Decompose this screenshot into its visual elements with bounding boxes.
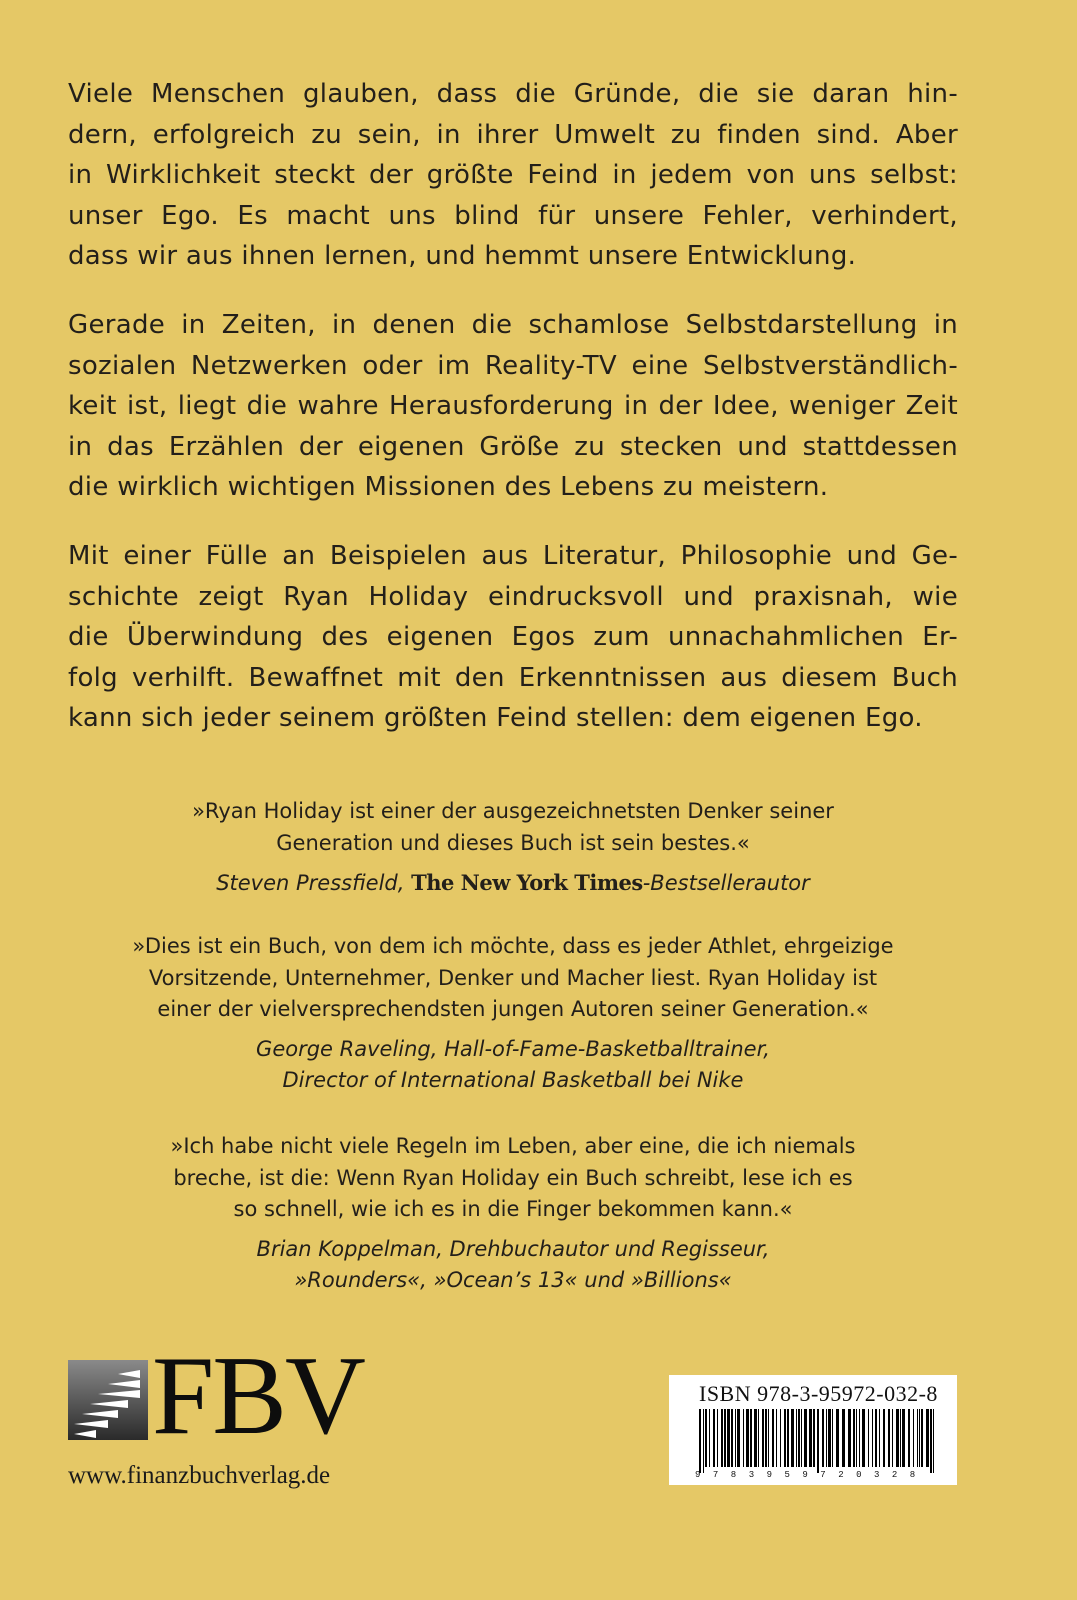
- fbv-logo-icon: [68, 1360, 148, 1440]
- barcode-bar: [917, 1409, 918, 1467]
- barcode-bar: [902, 1409, 905, 1467]
- barcode-bar: [872, 1409, 873, 1467]
- barcode-bar: [709, 1409, 710, 1467]
- barcode-bar: [817, 1409, 819, 1473]
- barcode-bar: [776, 1409, 777, 1467]
- paragraph-line: unser Ego. Es macht uns blind für unsere Fehler, verhindert,: [68, 200, 958, 231]
- barcode-bar: [842, 1409, 845, 1467]
- paragraph-line: keit ist, liegt die wahre Herausforderung in der Idee, weniger Zeit: [68, 391, 958, 421]
- barcode-bar: [822, 1409, 824, 1467]
- paragraph-line: die Überwindung des eigenen Egos zum unnachahmlichen Er-: [68, 622, 958, 652]
- paragraph-line: dass wir aus ihnen lernen, und hemmt unsere Entwicklung.: [68, 241, 857, 271]
- barcode-bar: [809, 1409, 812, 1467]
- barcode-bar: [926, 1409, 929, 1467]
- barcode-bar: [780, 1409, 781, 1467]
- paragraph-line: dern, erfolgreich zu sein, in ihrer Umwelt zu finden sind. Aber: [68, 119, 958, 150]
- barcode-bar: [862, 1409, 865, 1467]
- quote-line: einer der vielversprechendsten jungen Autoren seiner Generation.«: [157, 997, 869, 1021]
- description-paragraph-2: [68, 305, 958, 508]
- barcode-bar: [703, 1409, 704, 1473]
- barcode-bar: [721, 1409, 723, 1467]
- paragraph-line: Viele Menschen glauben, dass die Gründe, die sie daran hin-: [68, 79, 958, 109]
- quote-line: »Ich habe nicht viele Regeln im Leben, aber eine, die ich niemals: [170, 1134, 856, 1158]
- barcode-bar: [892, 1409, 893, 1467]
- barcode-bar: [856, 1409, 857, 1467]
- publisher-logo-text: FBV: [152, 1334, 364, 1458]
- barcode-bar: [798, 1409, 800, 1467]
- barcode-bar: [919, 1409, 920, 1467]
- barcode-bar: [853, 1409, 855, 1467]
- barcode-bar: [826, 1409, 827, 1467]
- barcode-bar: [933, 1409, 934, 1473]
- barcode-bar: [888, 1409, 890, 1467]
- description-paragraph-1: [68, 74, 958, 277]
- barcode-bar: [743, 1409, 744, 1467]
- description-paragraph-3: [68, 536, 958, 739]
- barcode-bar: [772, 1409, 774, 1467]
- paragraph-line: schichte zeigt Ryan Holiday eindrucksvoll und praxisnah, wie: [68, 581, 958, 612]
- barcode-bar: [804, 1409, 807, 1467]
- barcode-bar: [900, 1409, 901, 1467]
- quote-raveling: [68, 931, 958, 1097]
- quote-source: George Raveling, Hall-of-Fame-Basketballtrainer,: [256, 1036, 770, 1061]
- paragraph-line: Gerade in Zeiten, in denen die schamlose Selbstdarstellung in: [68, 310, 958, 340]
- barcode-bar: [762, 1409, 764, 1467]
- barcode-bar: [737, 1409, 740, 1467]
- paragraph-line: in das Erzählen der eigenen Größe zu stecken und stattdessen: [68, 431, 958, 462]
- barcode-bar: [765, 1409, 767, 1467]
- barcode-bar: [832, 1409, 833, 1467]
- quote-pressfield: [68, 796, 958, 899]
- barcode-bar: [836, 1409, 839, 1467]
- barcode-bar: [705, 1409, 707, 1467]
- barcode-bar: [754, 1409, 757, 1467]
- barcode-bar: [848, 1409, 851, 1467]
- quote-line: Vorsitzende, Unternehmer, Denker und Macher liest. Ryan Holiday ist: [148, 965, 878, 990]
- paragraph-line: folg verhilft. Bewaffnet mit den Erkenntnissen aus diesem Buch: [68, 662, 958, 693]
- barcode-bar: [717, 1409, 718, 1467]
- paragraph-line: die wirklich wichtigen Missionen des Lebens zu meistern.: [68, 472, 829, 502]
- barcode-bar: [758, 1409, 759, 1467]
- barcode-bar: [883, 1409, 885, 1467]
- paragraph-line: in Wirklichkeit steckt der größte Feind in jedem von uns selbst:: [68, 160, 958, 190]
- isbn-text: ISBN 978-3-95972-032-8: [699, 1381, 938, 1406]
- barcode-bar: [801, 1409, 802, 1467]
- barcode-bar: [713, 1409, 715, 1467]
- quote-line: so schnell, wie ich es in die Finger bekommen kann.«: [233, 1197, 793, 1221]
- barcode-bar: [784, 1409, 786, 1467]
- quote-source: Brian Koppelman, Drehbuchautor und Regisseur,: [256, 1236, 770, 1261]
- paragraph-line: kann sich jeder seinem größten Feind stellen: dem eigenen Ego.: [68, 703, 923, 733]
- nyt-logo: The New York Times: [411, 870, 643, 895]
- barcode-bar: [746, 1409, 749, 1467]
- quote-source: Steven Pressfield, The New York Times-Bestsellerautor: [216, 870, 810, 895]
- barcode-bar: [727, 1409, 730, 1467]
- barcode-bar: [859, 1409, 860, 1467]
- paragraph-line: Mit einer Fülle an Beispielen aus Literatur, Philosophie und Ge-: [68, 541, 958, 571]
- barcode-bar: [896, 1409, 899, 1467]
- barcode-bar: [731, 1409, 733, 1467]
- quote-line: breche, ist die: Wenn Ryan Holiday ein Buch schreibt, lese ich es: [173, 1165, 853, 1190]
- barcode-bar: [699, 1409, 701, 1473]
- barcode-digits: 9783959720328: [695, 1470, 928, 1480]
- quote-koppelman: [68, 1131, 958, 1297]
- barcode-bar: [921, 1409, 923, 1467]
- barcode-bar: [875, 1409, 877, 1467]
- quote-line: Generation und dieses Buch ist sein bestes.«: [276, 830, 750, 855]
- barcode-bar: [828, 1409, 831, 1467]
- barcode-bar: [768, 1409, 769, 1467]
- barcode-bar: [868, 1409, 869, 1467]
- isbn-barcode: [669, 1375, 957, 1485]
- barcode-bar: [879, 1409, 880, 1467]
- barcode-bar: [724, 1409, 726, 1467]
- quote-line: »Ryan Holiday ist einer der ausgezeichnetsten Denker seiner: [192, 799, 834, 823]
- barcode-bars: [699, 1409, 937, 1473]
- barcode-bar: [791, 1409, 794, 1467]
- barcode-bar: [735, 1409, 736, 1467]
- barcode-bar: [787, 1409, 789, 1467]
- quote-source: »Rounders«, »Ocean’s 13« und »Billions«: [294, 1268, 732, 1292]
- quote-source: Director of International Basketball bei Nike: [282, 1068, 744, 1092]
- barcode-bar: [913, 1409, 914, 1467]
- barcode-bar: [908, 1409, 910, 1467]
- paragraph-line: sozialen Netzwerken oder im Reality-TV eine Selbstverständlich-: [68, 350, 958, 381]
- quote-line: »Dies ist ein Buch, von dem ich möchte, dass es jeder Athlet, ehrgeizige: [132, 934, 894, 958]
- barcode-bar: [750, 1409, 752, 1467]
- barcode-bar: [796, 1409, 797, 1467]
- barcode-bar: [813, 1409, 815, 1467]
- barcode-bar: [930, 1409, 932, 1473]
- publisher-url: www.finanzbuchverlag.de: [68, 1462, 331, 1489]
